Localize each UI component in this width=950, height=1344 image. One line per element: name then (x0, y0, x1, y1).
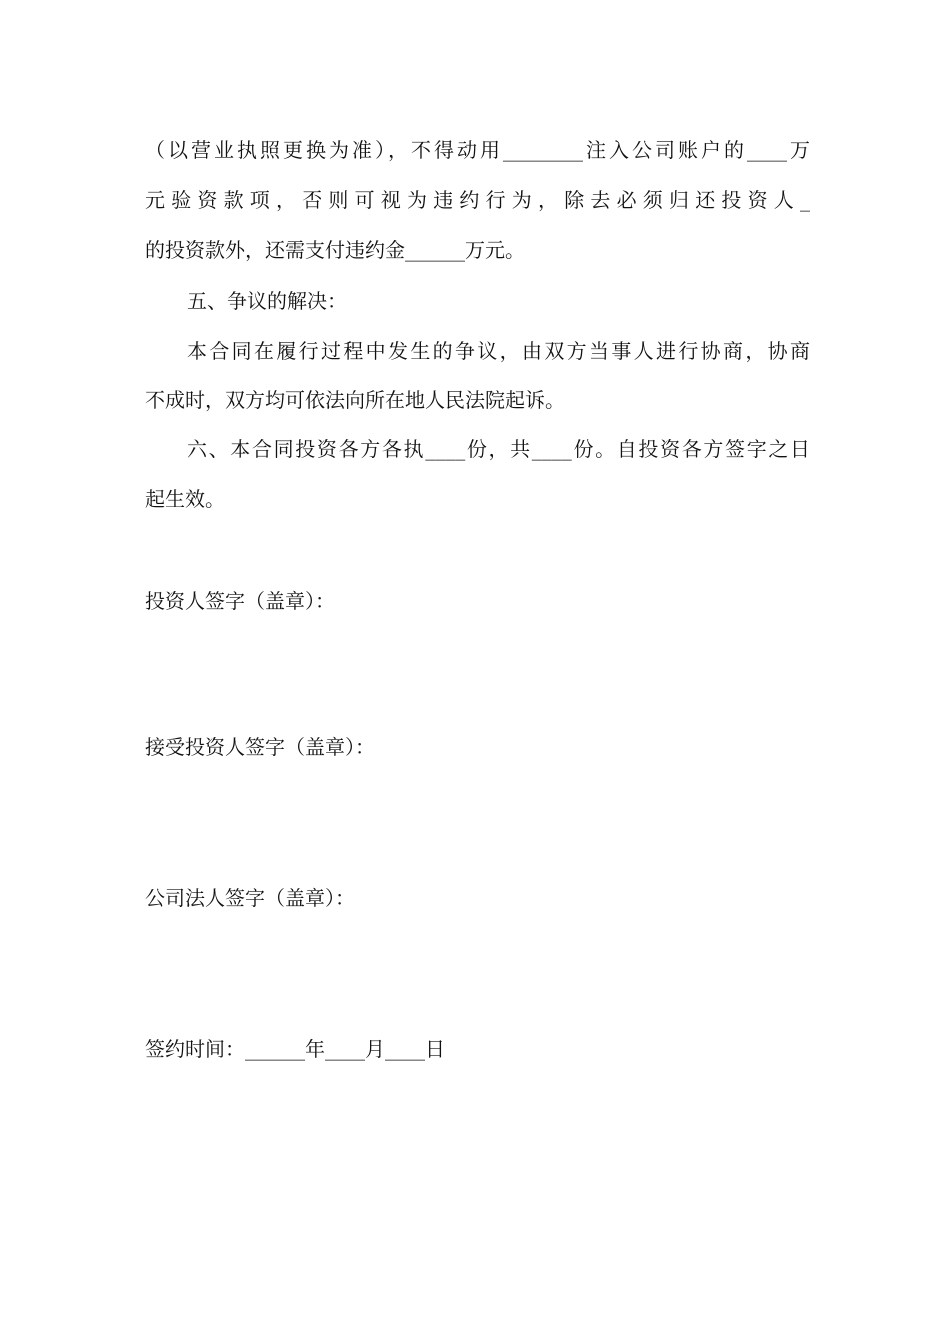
clause4-line2: 元验资款项，否则可视为违约行为，除去必须归还投资人_ (145, 188, 810, 212)
investor-signature-label: 投资人签字（盖章）： (145, 589, 335, 613)
clause4-line1: （以营业执照更换为准），不得动用________注入公司账户的____万 (145, 138, 810, 162)
legal-person-signature-label: 公司法人签字（盖章）： (145, 886, 355, 910)
clause5-heading: 五、争议的解决： (187, 289, 347, 313)
clause5-line2: 不成时，双方均可依法向所在地人民法院起诉。 (145, 388, 565, 412)
clause6-line1: 六、本合同投资各方各执____份，共____份。自投资各方签字之日 (187, 437, 810, 461)
clause5-line1: 本合同在履行过程中发生的争议，由双方当事人进行协商，协商 (187, 339, 810, 363)
clause4-line3: 的投资款外，还需支付违约金______万元。 (145, 238, 525, 262)
recipient-signature-label: 接受投资人签字（盖章）： (145, 735, 375, 759)
clause6-line2: 起生效。 (145, 487, 225, 511)
signing-date-label: 签约时间：______年____月____日 (145, 1037, 445, 1061)
